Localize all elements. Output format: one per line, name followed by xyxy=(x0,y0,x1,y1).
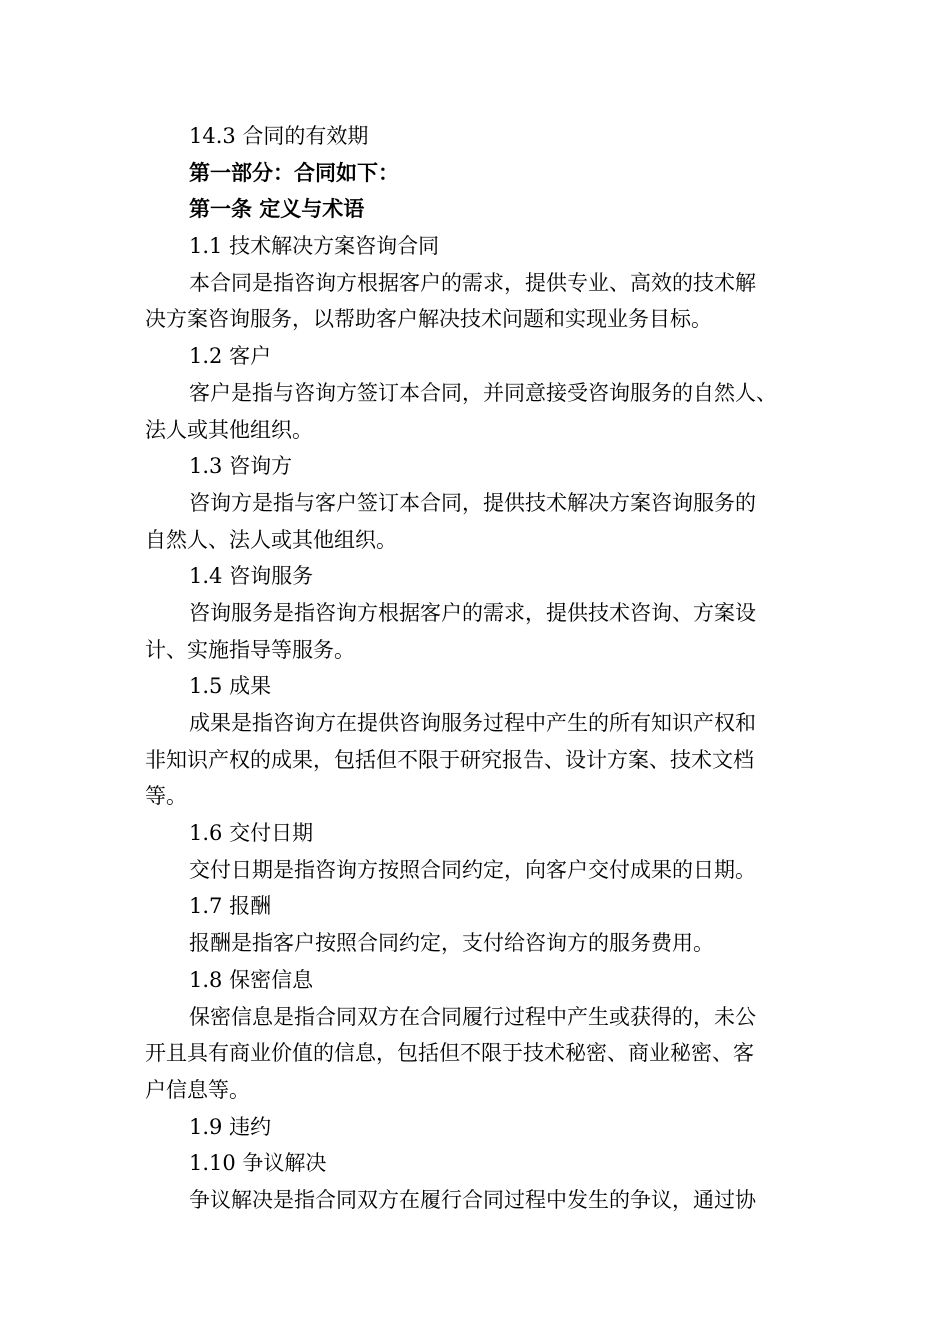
paragraph-line: 法人或其他组织。 xyxy=(145,417,313,442)
section-heading: 1.2 客户 xyxy=(189,344,272,369)
paragraph-line: 保密信息是指合同双方在合同履行过程中产生或获得的，未公 xyxy=(189,1004,756,1029)
paragraph-line: 决方案咨询服务，以帮助客户解决技术问题和实现业务目标。 xyxy=(145,307,712,332)
paragraph-line: 开且具有商业价值的信息，包括但不限于技术秘密、商业秘密、客 xyxy=(145,1041,754,1066)
document-body xyxy=(145,118,820,1219)
article-title: 第一条 定义与术语 xyxy=(189,197,365,222)
section-heading: 1.6 交付日期 xyxy=(189,821,314,846)
section-heading: 1.5 成果 xyxy=(189,674,272,699)
section-heading: 1.4 咨询服务 xyxy=(189,564,314,589)
section-heading: 1.1 技术解决方案咨询合同 xyxy=(189,234,440,259)
paragraph-line: 报酬是指客户按照合同约定，支付给咨询方的服务费用。 xyxy=(189,931,714,956)
paragraph-line: 交付日期是指咨询方按照合同约定，向客户交付成果的日期。 xyxy=(189,857,756,882)
section-heading-14-3: 14.3 合同的有效期 xyxy=(189,124,369,148)
paragraph-line: 咨询服务是指咨询方根据客户的需求，提供技术咨询、方案设 xyxy=(189,600,756,625)
paragraph-line: 客户是指与咨询方签订本合同，并同意接受咨询服务的自然人、 xyxy=(189,380,777,405)
part-title: 第一部分：合同如下： xyxy=(189,160,399,185)
paragraph-line: 咨询方是指与客户签订本合同，提供技术解决方案咨询服务的 xyxy=(189,490,756,515)
paragraph-line: 自然人、法人或其他组织。 xyxy=(145,527,397,552)
section-heading: 1.10 争议解决 xyxy=(189,1151,327,1176)
paragraph-line: 计、实施指导等服务。 xyxy=(145,637,355,662)
section-heading: 1.3 咨询方 xyxy=(189,454,293,479)
section-heading: 1.7 报酬 xyxy=(189,894,272,919)
paragraph-line: 成果是指咨询方在提供咨询服务过程中产生的所有知识产权和 xyxy=(189,711,756,735)
section-heading: 1.8 保密信息 xyxy=(189,967,314,992)
paragraph-line: 争议解决是指合同双方在履行合同过程中发生的争议，通过协 xyxy=(189,1187,756,1212)
section-heading: 1.9 违约 xyxy=(189,1114,272,1139)
paragraph-line: 本合同是指咨询方根据客户的需求，提供专业、高效的技术解 xyxy=(189,270,756,295)
paragraph-line: 户信息等。 xyxy=(145,1077,250,1102)
paragraph-line: 非知识产权的成果，包括但不限于研究报告、设计方案、技术文档 xyxy=(145,747,754,772)
paragraph-line: 等。 xyxy=(145,784,187,809)
